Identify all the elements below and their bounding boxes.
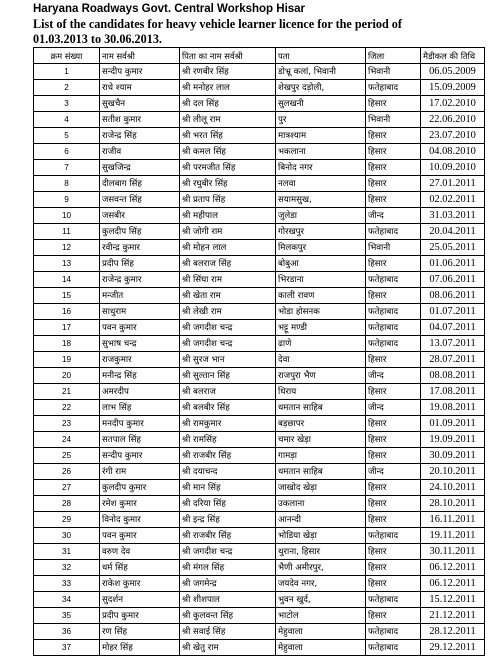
cell-father-name: श्री मान सिंह [180, 480, 276, 496]
cell-father-name: श्री जगदीश चन्द्र [180, 544, 276, 560]
cell-serial-number: 19 [34, 352, 100, 368]
cell-medical-date: 01.07.2011 [421, 304, 485, 320]
table-row [34, 352, 485, 368]
column-header-father-name: पिता का नाम सर्वश्री [180, 48, 276, 64]
cell-candidate-name: प्रदीप सिंह [100, 256, 180, 272]
cell-father-name: श्री कमल सिंह [180, 144, 276, 160]
table-row [34, 640, 485, 656]
cell-address: धमतान साहिब [276, 464, 366, 480]
table-row [34, 224, 485, 240]
cell-father-name: श्री दरिया सिंह [180, 496, 276, 512]
cell-candidate-name: सन्दीप कुमार [100, 64, 180, 80]
cell-serial-number: 5 [34, 128, 100, 144]
table-header-row [34, 48, 485, 64]
cell-serial-number: 24 [34, 432, 100, 448]
cell-district: हिसार [366, 256, 421, 272]
cell-medical-date: 22.06.2010 [421, 112, 485, 128]
cell-district: हिसार [366, 416, 421, 432]
cell-district: भिवानी [366, 240, 421, 256]
cell-medical-date: 20.04.2011 [421, 224, 485, 240]
table-row [34, 112, 485, 128]
cell-candidate-name: लाभ सिंह [100, 400, 180, 416]
cell-candidate-name: रवीन्द्र कुमार [100, 240, 180, 256]
cell-serial-number: 1 [34, 64, 100, 80]
cell-district: फतेहाबाद [366, 336, 421, 352]
cell-serial-number: 34 [34, 592, 100, 608]
cell-district: फतेहाबाद [366, 304, 421, 320]
cell-medical-date: 01.06.2011 [421, 256, 485, 272]
cell-father-name: श्री जगमेन्द्र [180, 576, 276, 592]
cell-candidate-name: सुखचैन [100, 96, 180, 112]
cell-address: पुर [276, 112, 366, 128]
table-row [34, 608, 485, 624]
table-row [34, 576, 485, 592]
cell-serial-number: 20 [34, 368, 100, 384]
table-row [34, 432, 485, 448]
cell-father-name: श्री मोहन लाल [180, 240, 276, 256]
table-row [34, 144, 485, 160]
cell-district: फतेहाबाद [366, 640, 421, 656]
table-row [34, 416, 485, 432]
cell-serial-number: 27 [34, 480, 100, 496]
cell-address: भोडिया खेड़ा [276, 528, 366, 544]
cell-father-name: श्री बलबीर सिंह [180, 400, 276, 416]
table-row [34, 240, 485, 256]
cell-father-name: श्री खेतु राम [180, 640, 276, 656]
table-row [34, 288, 485, 304]
cell-address: भकलाना [276, 144, 366, 160]
cell-serial-number: 36 [34, 624, 100, 640]
cell-serial-number: 8 [34, 176, 100, 192]
cell-district: फतेहाबाद [366, 224, 421, 240]
column-header-medical-date: मैडीकल की तिथि [421, 48, 485, 64]
cell-candidate-name: रमेश कुमार [100, 496, 180, 512]
cell-candidate-name: सन्दीप कुमार [100, 448, 180, 464]
cell-father-name: श्री रणबीर सिंह [180, 64, 276, 80]
cell-serial-number: 17 [34, 320, 100, 336]
cell-district: फतेहाबाद [366, 624, 421, 640]
document-title-line-2: 01.03.2013 to 30.06.2013. [33, 32, 162, 46]
cell-medical-date: 04.08.2010 [421, 144, 485, 160]
cell-district: हिसार [366, 496, 421, 512]
cell-father-name: श्री राजबीर सिंह [180, 448, 276, 464]
cell-serial-number: 23 [34, 416, 100, 432]
cell-medical-date: 19.11.2011 [421, 528, 485, 544]
cell-address: धमतान साहिब [276, 400, 366, 416]
cell-address: देवा [276, 352, 366, 368]
cell-candidate-name: कुलदीप कुमार [100, 480, 180, 496]
cell-medical-date: 06.05.2009 [421, 64, 485, 80]
cell-address: धिराय [276, 384, 366, 400]
cell-address: बड़छापर [276, 416, 366, 432]
cell-address: भिरडाना [276, 272, 366, 288]
cell-address: काली रावण [276, 288, 366, 304]
table-row [34, 80, 485, 96]
cell-district: हिसार [366, 96, 421, 112]
table-row [34, 464, 485, 480]
cell-serial-number: 2 [34, 80, 100, 96]
cell-district: हिसार [366, 144, 421, 160]
cell-serial-number: 26 [34, 464, 100, 480]
cell-medical-date: 16.11.2011 [421, 512, 485, 528]
cell-address: मेहुवाला [276, 624, 366, 640]
cell-candidate-name: धर्म सिंह [100, 560, 180, 576]
cell-candidate-name: सुभाष चन्द्र [100, 336, 180, 352]
cell-serial-number: 9 [34, 192, 100, 208]
cell-medical-date: 17.02.2010 [421, 96, 485, 112]
cell-medical-date: 17.08.2011 [421, 384, 485, 400]
cell-serial-number: 4 [34, 112, 100, 128]
cell-medical-date: 19.09.2011 [421, 432, 485, 448]
cell-medical-date: 28.10.2011 [421, 496, 485, 512]
cell-candidate-name: मनदीप कुमार [100, 416, 180, 432]
table-row [34, 448, 485, 464]
cell-father-name: श्री प्रताप सिंह [180, 192, 276, 208]
cell-address: जुलेडा [276, 208, 366, 224]
cell-serial-number: 25 [34, 448, 100, 464]
cell-address: मात्रश्याम [276, 128, 366, 144]
cell-candidate-name: सुखजिन्द्र [100, 160, 180, 176]
table-row [34, 256, 485, 272]
cell-address: डोभ्रू कलां, भिवानी [276, 64, 366, 80]
cell-medical-date: 20.10.2011 [421, 464, 485, 480]
table-row [34, 624, 485, 640]
cell-medical-date: 30.11.2011 [421, 544, 485, 560]
cell-district: हिसार [366, 176, 421, 192]
cell-address: उकलाना [276, 496, 366, 512]
cell-father-name: श्री बलराज [180, 384, 276, 400]
cell-serial-number: 13 [34, 256, 100, 272]
cell-candidate-name: प्रदीप कुमार [100, 608, 180, 624]
cell-serial-number: 10 [34, 208, 100, 224]
cell-district: फतेहाबाद [366, 272, 421, 288]
cell-candidate-name: दीलबाग सिंह [100, 176, 180, 192]
table-row [34, 272, 485, 288]
cell-district: हिसार [366, 608, 421, 624]
cell-medical-date: 04.07.2011 [421, 320, 485, 336]
table-row [34, 368, 485, 384]
cell-address: भैणी अमीरपुर, [276, 560, 366, 576]
cell-candidate-name: रण सिंह [100, 624, 180, 640]
cell-address: भट्टू मण्डी [276, 320, 366, 336]
cell-father-name: श्री सुल्तान सिंह [180, 368, 276, 384]
cell-candidate-name: राजकुमार [100, 352, 180, 368]
cell-medical-date: 13.07.2011 [421, 336, 485, 352]
cell-address: जाखोद खेड़ा [276, 480, 366, 496]
cell-father-name: श्री जोगी राम [180, 224, 276, 240]
cell-father-name: श्री सुरज भान [180, 352, 276, 368]
cell-candidate-name: जसवन्त सिंह [100, 192, 180, 208]
cell-father-name: श्री महीपाल [180, 208, 276, 224]
cell-address: भाटोल [276, 608, 366, 624]
cell-address: बोबुआ [276, 256, 366, 272]
cell-serial-number: 14 [34, 272, 100, 288]
cell-father-name: श्री जगदीश चन्द्र [180, 336, 276, 352]
cell-address: मिलकपुर [276, 240, 366, 256]
cell-district: हिसार [366, 288, 421, 304]
cell-father-name: श्री दल सिंह [180, 96, 276, 112]
cell-district: फतेहाबाद [366, 592, 421, 608]
cell-candidate-name: राजेन्द्र कुमार [100, 272, 180, 288]
cell-serial-number: 22 [34, 400, 100, 416]
cell-candidate-name: राधे श्याम [100, 80, 180, 96]
table-row [34, 304, 485, 320]
cell-district: फतेहाबाद [366, 528, 421, 544]
cell-address: नलवा [276, 176, 366, 192]
cell-father-name: श्री लीलू राम [180, 112, 276, 128]
cell-district: फतेहाबाद [366, 80, 421, 96]
cell-father-name: श्री शीशपाल [180, 592, 276, 608]
cell-district: हिसार [366, 384, 421, 400]
candidates-table [33, 47, 485, 656]
cell-address: सयामसुख, [276, 192, 366, 208]
cell-district: भिवानी [366, 64, 421, 80]
cell-candidate-name: मनीन्द्र सिंह [100, 368, 180, 384]
cell-father-name: श्री राजबीर सिंह [180, 528, 276, 544]
cell-father-name: श्री सवाई सिंह [180, 624, 276, 640]
cell-serial-number: 12 [34, 240, 100, 256]
document-heading [33, 2, 483, 47]
cell-serial-number: 18 [34, 336, 100, 352]
table-row [34, 320, 485, 336]
table-row [34, 208, 485, 224]
cell-serial-number: 37 [34, 640, 100, 656]
cell-father-name: श्री दयाचन्द [180, 464, 276, 480]
cell-district: हिसार [366, 448, 421, 464]
cell-candidate-name: मोहर सिंह [100, 640, 180, 656]
cell-father-name: श्री रामकुमार [180, 416, 276, 432]
cell-district: हिसार [366, 432, 421, 448]
cell-district: हिसार [366, 480, 421, 496]
cell-address: शेखपुर दड़ोली, [276, 80, 366, 96]
table-row [34, 64, 485, 80]
cell-district: हिसार [366, 192, 421, 208]
cell-address: चमार खेड़ा [276, 432, 366, 448]
table-row [34, 544, 485, 560]
cell-district: हिसार [366, 544, 421, 560]
cell-candidate-name: कुलदीप सिंह [100, 224, 180, 240]
cell-father-name: श्री खेता राम [180, 288, 276, 304]
cell-serial-number: 16 [34, 304, 100, 320]
cell-district: हिसार [366, 160, 421, 176]
cell-candidate-name: मन्जीत [100, 288, 180, 304]
cell-medical-date: 29.12.2011 [421, 640, 485, 656]
cell-medical-date: 08.08.2011 [421, 368, 485, 384]
cell-serial-number: 33 [34, 576, 100, 592]
cell-serial-number: 30 [34, 528, 100, 544]
cell-serial-number: 21 [34, 384, 100, 400]
cell-candidate-name: वरुण देव [100, 544, 180, 560]
cell-serial-number: 31 [34, 544, 100, 560]
cell-serial-number: 35 [34, 608, 100, 624]
cell-medical-date: 10.09.2010 [421, 160, 485, 176]
cell-medical-date: 28.07.2011 [421, 352, 485, 368]
column-header-name: नाम सर्वश्री [100, 48, 180, 64]
cell-medical-date: 15.12.2011 [421, 592, 485, 608]
cell-father-name: श्री इन्द्र सिंह [180, 512, 276, 528]
cell-candidate-name: अमरदीप [100, 384, 180, 400]
table-row [34, 336, 485, 352]
cell-address: थुराना, हिसार [276, 544, 366, 560]
cell-district: जीन्द [366, 400, 421, 416]
cell-father-name: श्री बलराज सिंह [180, 256, 276, 272]
column-header-address: पता [276, 48, 366, 64]
cell-serial-number: 11 [34, 224, 100, 240]
column-header-district: जिला [366, 48, 421, 64]
cell-district: फतेहाबाद [366, 320, 421, 336]
cell-medical-date: 01.09.2011 [421, 416, 485, 432]
cell-medical-date: 06.12.2011 [421, 576, 485, 592]
table-row [34, 480, 485, 496]
cell-candidate-name: विनोद कुमार [100, 512, 180, 528]
table-row [34, 192, 485, 208]
cell-medical-date: 31.03.2011 [421, 208, 485, 224]
cell-address: भुवन खुर्द, [276, 592, 366, 608]
cell-father-name: श्री परमजीत सिंह [180, 160, 276, 176]
cell-district: जीन्द [366, 368, 421, 384]
cell-medical-date: 23.07.2010 [421, 128, 485, 144]
cell-father-name: श्री लेखी राम [180, 304, 276, 320]
table-row [34, 384, 485, 400]
table-row [34, 496, 485, 512]
cell-father-name: श्री सिंघा राम [180, 272, 276, 288]
cell-medical-date: 02.02.2011 [421, 192, 485, 208]
cell-address: गोरखपुर [276, 224, 366, 240]
cell-candidate-name: राकेश कुमार [100, 576, 180, 592]
cell-address: सुलखनी [276, 96, 366, 112]
cell-medical-date: 15.09.2009 [421, 80, 485, 96]
cell-father-name: श्री भरत सिंह [180, 128, 276, 144]
cell-medical-date: 25.05.2011 [421, 240, 485, 256]
cell-address: मेहुवाला [276, 640, 366, 656]
cell-father-name: श्री कुलवन्त सिंह [180, 608, 276, 624]
table-row [34, 560, 485, 576]
column-header-serial: क्रम संख्या [34, 48, 100, 64]
cell-district: जीन्द [366, 208, 421, 224]
cell-medical-date: 19.08.2011 [421, 400, 485, 416]
cell-medical-date: 06.12.2011 [421, 560, 485, 576]
document-title-line-1: List of the candidates for heavy vehicle learner licence for the period of [33, 17, 402, 31]
cell-medical-date: 07.06.2011 [421, 272, 485, 288]
cell-candidate-name: सुदर्शन [100, 592, 180, 608]
cell-district: हिसार [366, 512, 421, 528]
cell-serial-number: 15 [34, 288, 100, 304]
cell-candidate-name: सतपाल सिंह [100, 432, 180, 448]
cell-serial-number: 29 [34, 512, 100, 528]
cell-medical-date: 24.10.2011 [421, 480, 485, 496]
cell-medical-date: 08.06.2011 [421, 288, 485, 304]
table-body [34, 64, 485, 656]
cell-medical-date: 28.12.2011 [421, 624, 485, 640]
cell-district: हिसार [366, 576, 421, 592]
cell-father-name: श्री मनोहर लाल [180, 80, 276, 96]
cell-father-name: श्री रामसिंह [180, 432, 276, 448]
cell-candidate-name: सतीश कुमार [100, 112, 180, 128]
cell-candidate-name: साधुराम [100, 304, 180, 320]
cell-address: बिनोद नगर [276, 160, 366, 176]
table-row [34, 512, 485, 528]
cell-district: भिवानी [366, 112, 421, 128]
cell-candidate-name: पवन कुमार [100, 320, 180, 336]
table-row [34, 128, 485, 144]
cell-serial-number: 32 [34, 560, 100, 576]
cell-candidate-name: रंगी राम [100, 464, 180, 480]
table-row [34, 176, 485, 192]
cell-address: राजपुरा भैण [276, 368, 366, 384]
cell-serial-number: 28 [34, 496, 100, 512]
cell-district: हिसार [366, 128, 421, 144]
cell-district: हिसार [366, 560, 421, 576]
cell-address: ढाणे [276, 336, 366, 352]
cell-father-name: श्री जगदीश चन्द्र [180, 320, 276, 336]
cell-candidate-name: पवन कुमार [100, 528, 180, 544]
cell-district: जीन्द [366, 464, 421, 480]
cell-serial-number: 7 [34, 160, 100, 176]
cell-candidate-name: राजीव [100, 144, 180, 160]
cell-address: गामड़ा [276, 448, 366, 464]
table-row [34, 160, 485, 176]
cell-address: आनन्दी [276, 512, 366, 528]
table-row [34, 96, 485, 112]
cell-medical-date: 27.01.2011 [421, 176, 485, 192]
cell-serial-number: 3 [34, 96, 100, 112]
table-row [34, 528, 485, 544]
cell-candidate-name: जसबीर [100, 208, 180, 224]
cell-address: भोडा होसनक [276, 304, 366, 320]
cell-serial-number: 6 [34, 144, 100, 160]
cell-medical-date: 30.09.2011 [421, 448, 485, 464]
cell-father-name: श्री मंगल सिंह [180, 560, 276, 576]
cell-candidate-name: राजेन्द्र सिंह [100, 128, 180, 144]
table-row [34, 400, 485, 416]
cell-address: जयदेव नगर, [276, 576, 366, 592]
cell-medical-date: 21.12.2011 [421, 608, 485, 624]
cell-father-name: श्री रघुबीर सिंह [180, 176, 276, 192]
table-row [34, 592, 485, 608]
cell-district: हिसार [366, 352, 421, 368]
organization-name: Haryana Roadways Govt. Central Workshop Hisar [33, 3, 306, 15]
